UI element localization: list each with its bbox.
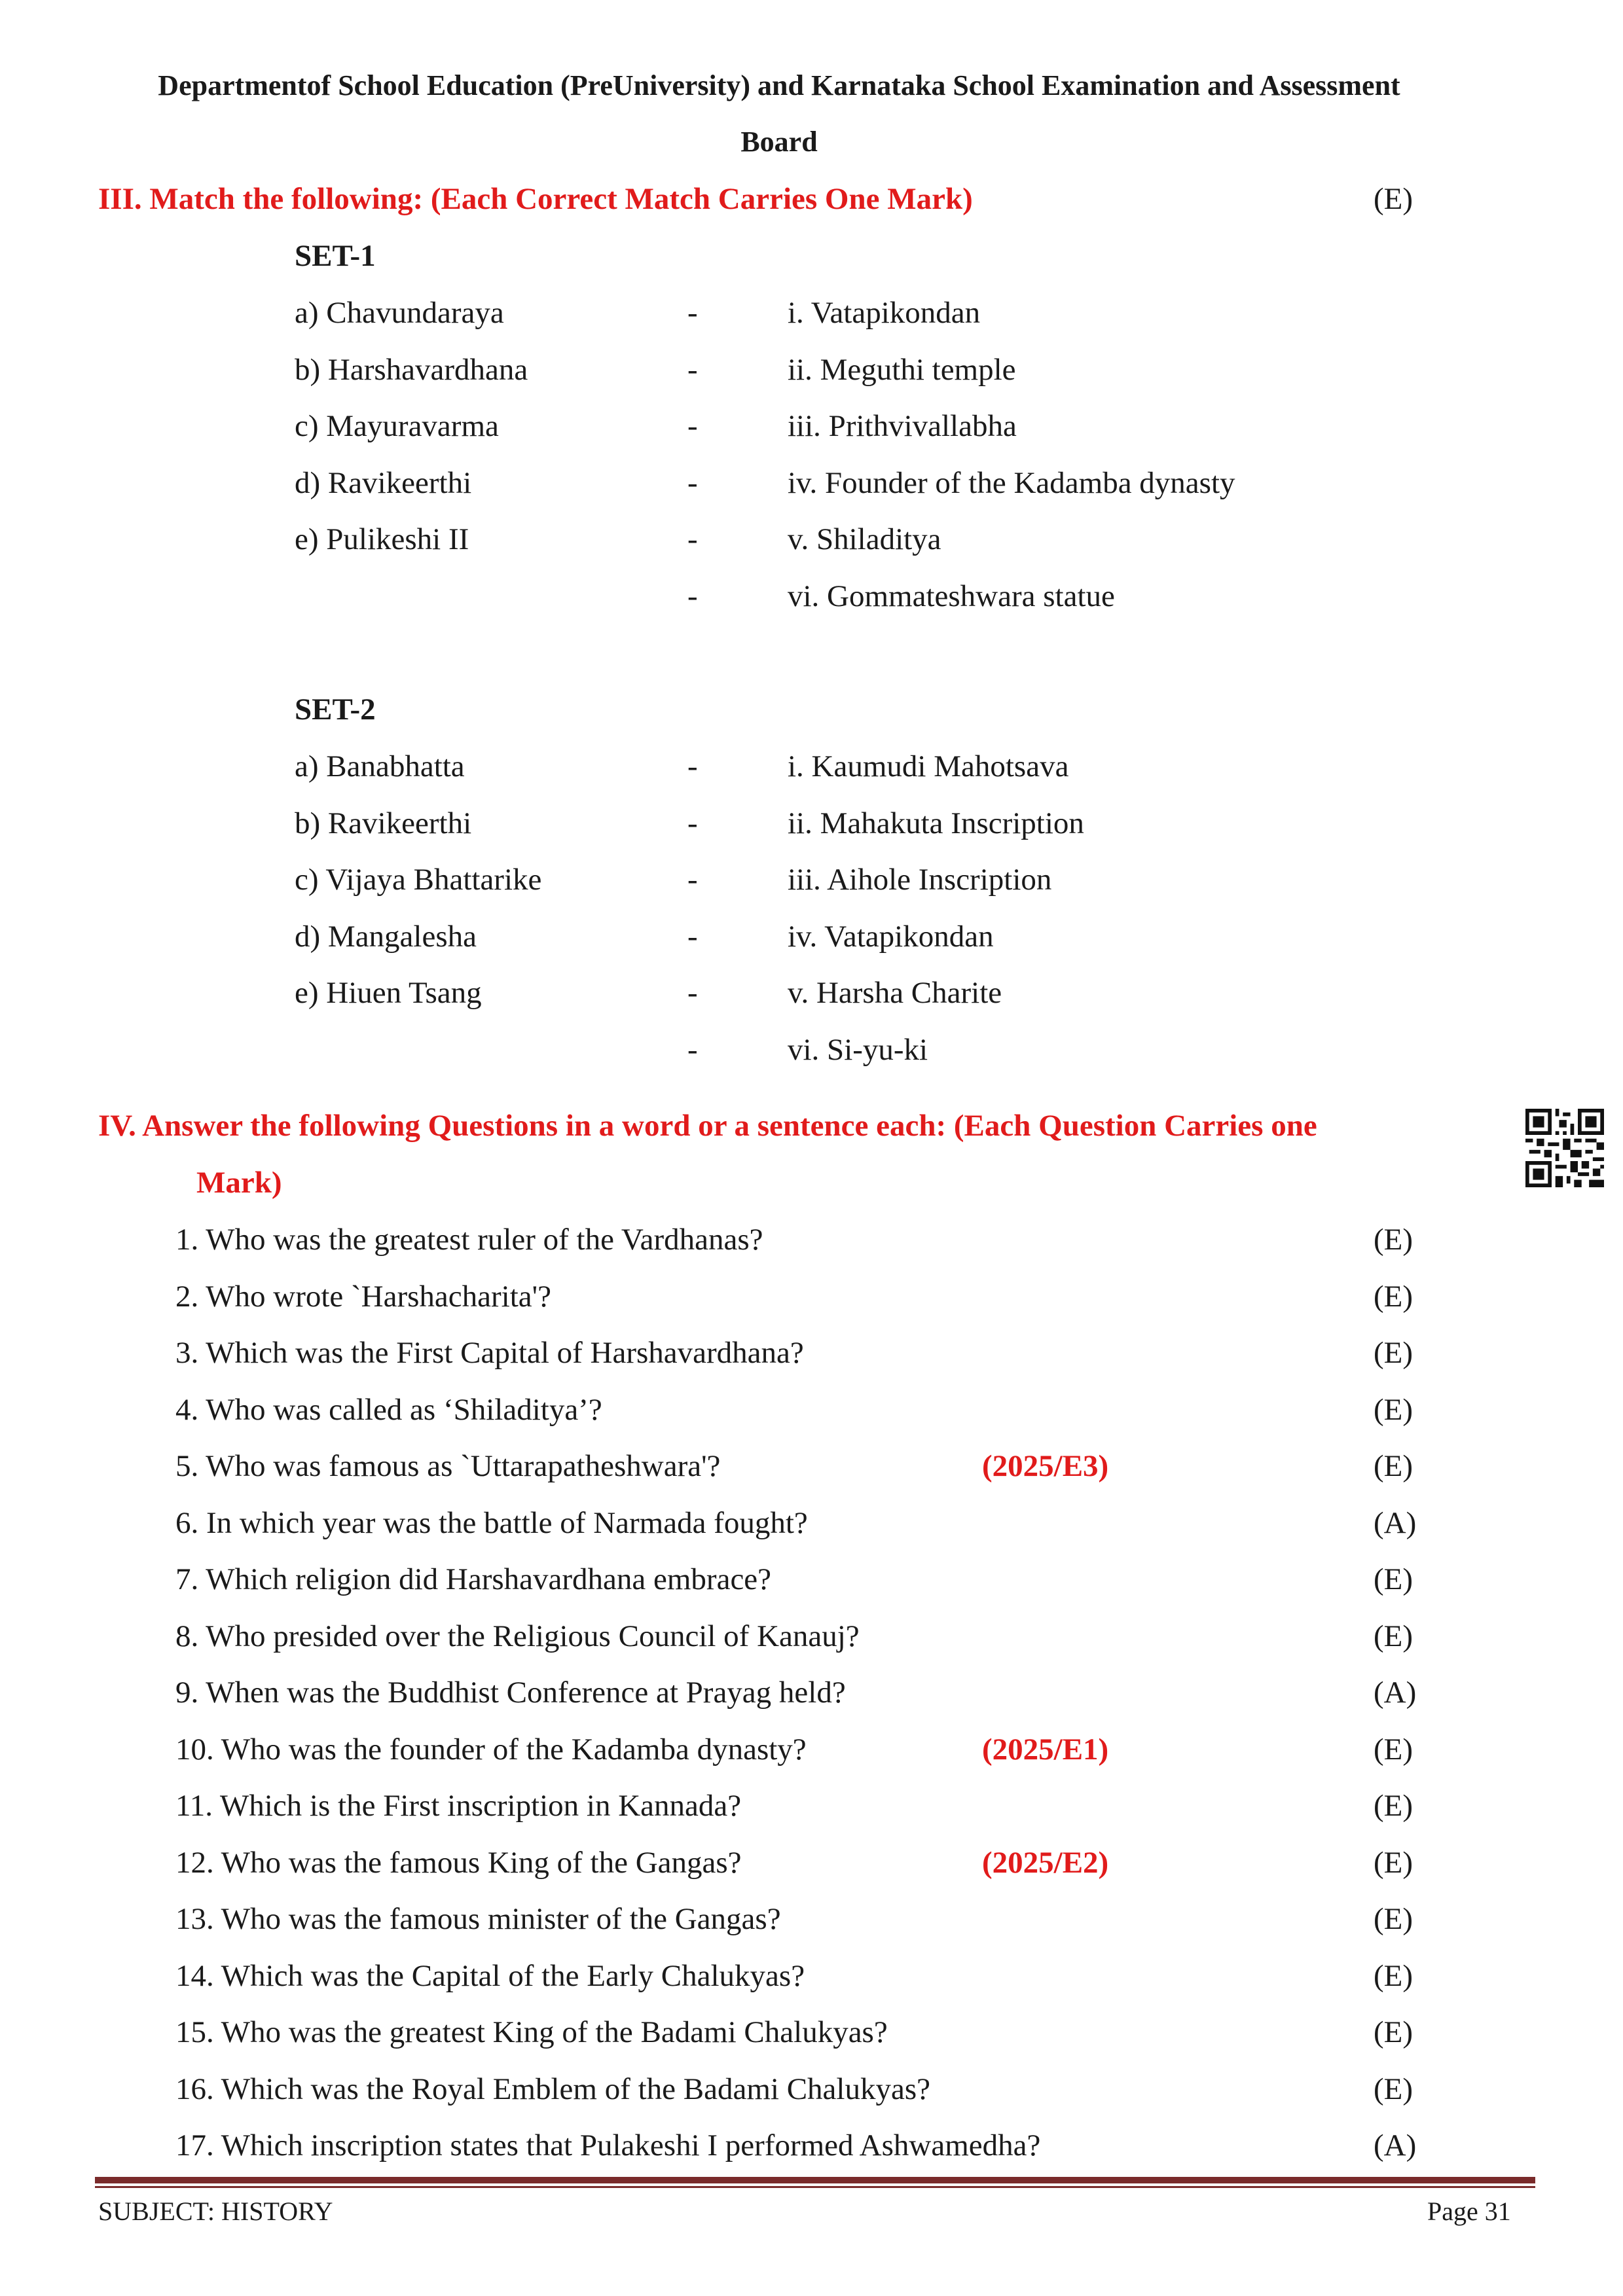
match-right-item: vi. Gommateshwara statue <box>788 579 1115 613</box>
match-left-item: c) Vijaya Bhattarike <box>295 863 542 897</box>
question-row <box>0 1619 1623 1658</box>
match-left-item: e) Hiuen Tsang <box>295 976 482 1010</box>
difficulty-label: (E) <box>1374 1902 1413 1936</box>
question-text: 7. Which religion did Harshavardhana embrace? <box>175 1562 772 1596</box>
question-text: 1. Who was the greatest ruler of the Vardhanas? <box>175 1223 763 1257</box>
question-row <box>0 1562 1623 1601</box>
match-dash: - <box>687 522 698 556</box>
qr-code-icon <box>1525 1109 1604 1187</box>
question-text: 9. When was the Buddhist Conference at Prayag held? <box>175 1676 846 1710</box>
match-row <box>0 1032 1623 1071</box>
exam-year-tag: (2025/E1) <box>982 1732 1109 1767</box>
match-dash: - <box>687 296 698 330</box>
match-right-item: iv. Vatapikondan <box>788 919 994 954</box>
match-right-item: i. Vatapikondan <box>788 296 981 330</box>
question-row <box>0 2015 1623 2054</box>
exam-year-tag: (2025/E2) <box>982 1845 1109 1880</box>
question-row <box>0 1392 1623 1431</box>
difficulty-label: (A) <box>1374 2128 1417 2162</box>
match-dash: - <box>687 863 698 897</box>
match-right-item: i. Kaumudi Mahotsava <box>788 749 1069 783</box>
question-row <box>0 2128 1623 2167</box>
match-dash: - <box>687 1032 698 1067</box>
question-row <box>0 1448 1623 1488</box>
match-row <box>0 522 1623 561</box>
difficulty-label: (E) <box>1374 1958 1413 1993</box>
match-row <box>0 862 1623 901</box>
match-row <box>0 465 1623 505</box>
match-dash: - <box>687 749 698 783</box>
match-left-item: b) Harshavardhana <box>295 352 528 387</box>
difficulty-label: (E) <box>1374 1562 1413 1596</box>
question-text: 17. Which inscription states that Pulakeshi I performed Ashwamedha? <box>175 2128 1041 2162</box>
difficulty-label: (E) <box>1374 1449 1413 1483</box>
difficulty-label: (E) <box>1374 1732 1413 1767</box>
match-right-item: ii. Meguthi temple <box>788 352 1016 387</box>
match-left-item: a) Chavundaraya <box>295 296 504 330</box>
match-left-item: e) Pulikeshi II <box>295 522 469 556</box>
question-text: 6. In which year was the battle of Narmada fought? <box>175 1505 808 1540</box>
question-row <box>0 1335 1623 1374</box>
difficulty-label: (E) <box>1374 1392 1413 1427</box>
match-right-item: iv. Founder of the Kadamba dynasty <box>788 465 1235 500</box>
question-row <box>0 2072 1623 2111</box>
question-row <box>0 1845 1623 1884</box>
difficulty-label: (E) <box>1374 1336 1413 1370</box>
match-dash: - <box>687 976 698 1010</box>
question-text: 5. Who was famous as `Uttarapatheshwara'? <box>175 1449 721 1483</box>
difficulty-label: (E) <box>1374 1279 1413 1314</box>
match-dash: - <box>687 465 698 500</box>
question-row <box>0 1279 1623 1318</box>
difficulty-label: (A) <box>1374 1505 1417 1540</box>
question-row <box>0 1675 1623 1714</box>
difficulty-label: (A) <box>1374 1676 1417 1710</box>
match-dash: - <box>687 919 698 954</box>
section4-title-line1: IV. Answer the following Questions in a word or a sentence each: (Each Question Carries one <box>98 1109 1317 1143</box>
question-text: 3. Which was the First Capital of Harshavardhana? <box>175 1336 804 1370</box>
match-row <box>0 919 1623 958</box>
match-dash: - <box>687 806 698 840</box>
footer-page-number: Page 31 <box>1427 2197 1511 2226</box>
match-row <box>0 749 1623 788</box>
match-row <box>0 806 1623 845</box>
question-text: 12. Who was the famous King of the Gangas? <box>175 1845 742 1880</box>
match-left-item: d) Mangalesha <box>295 919 477 954</box>
page-header <box>98 58 1460 170</box>
question-text: 10. Who was the founder of the Kadamba dynasty? <box>175 1732 807 1767</box>
section3-difficulty: (E) <box>1374 182 1413 216</box>
header-line-1: Departmentof School Education (PreUniversity) and Karnataka School Examination and Assessment <box>158 69 1400 101</box>
match-row <box>0 975 1623 1014</box>
section3-title: III. Match the following: (Each Correct Match Carries One Mark) <box>98 182 973 216</box>
header-line-2: Board <box>740 126 818 158</box>
section4-title-line2: Mark) <box>196 1166 282 1200</box>
question-row <box>0 1788 1623 1827</box>
match-right-item: v. Harsha Charite <box>788 976 1002 1010</box>
match-row <box>0 295 1623 334</box>
set2-title: SET-2 <box>295 692 376 726</box>
question-text: 16. Which was the Royal Emblem of the Badami Chalukyas? <box>175 2072 930 2106</box>
difficulty-label: (E) <box>1374 1845 1413 1880</box>
exam-year-tag: (2025/E3) <box>982 1449 1109 1483</box>
question-text: 14. Which was the Capital of the Early Chalukyas? <box>175 1958 805 1993</box>
match-row <box>0 579 1623 618</box>
difficulty-label: (E) <box>1374 2015 1413 2049</box>
difficulty-label: (E) <box>1374 1223 1413 1257</box>
match-left-item: a) Banabhatta <box>295 749 465 783</box>
question-row <box>0 1505 1623 1545</box>
question-text: 2. Who wrote `Harshacharita'? <box>175 1279 551 1314</box>
match-dash: - <box>687 409 698 443</box>
question-row <box>0 1901 1623 1941</box>
question-row <box>0 1222 1623 1261</box>
set1-title: SET-1 <box>295 239 376 273</box>
question-row <box>0 1732 1623 1771</box>
match-right-item: iii. Aihole Inscription <box>788 863 1052 897</box>
question-text: 15. Who was the greatest King of the Badami Chalukyas? <box>175 2015 888 2049</box>
difficulty-label: (E) <box>1374 1619 1413 1653</box>
match-row <box>0 408 1623 448</box>
footer-rule-thick <box>95 2177 1535 2183</box>
match-dash: - <box>687 352 698 387</box>
match-left-item: c) Mayuravarma <box>295 409 499 443</box>
match-left-item: b) Ravikeerthi <box>295 806 472 840</box>
match-right-item: v. Shiladitya <box>788 522 941 556</box>
match-right-item: vi. Si-yu-ki <box>788 1032 928 1067</box>
footer-subject: SUBJECT: HISTORY <box>98 2197 333 2226</box>
match-row <box>0 352 1623 391</box>
footer-rule-thin <box>95 2186 1535 2188</box>
difficulty-label: (E) <box>1374 1789 1413 1823</box>
question-text: 8. Who presided over the Religious Council of Kanauj? <box>175 1619 860 1653</box>
match-dash: - <box>687 579 698 613</box>
question-row <box>0 1958 1623 1998</box>
question-text: 4. Who was called as ‘Shiladitya’? <box>175 1392 602 1427</box>
match-right-item: ii. Mahakuta Inscription <box>788 806 1084 840</box>
match-right-item: iii. Prithvivallabha <box>788 409 1017 443</box>
question-text: 13. Who was the famous minister of the Gangas? <box>175 1902 781 1936</box>
match-left-item: d) Ravikeerthi <box>295 465 472 500</box>
question-text: 11. Which is the First inscription in Kannada? <box>175 1789 742 1823</box>
difficulty-label: (E) <box>1374 2072 1413 2106</box>
